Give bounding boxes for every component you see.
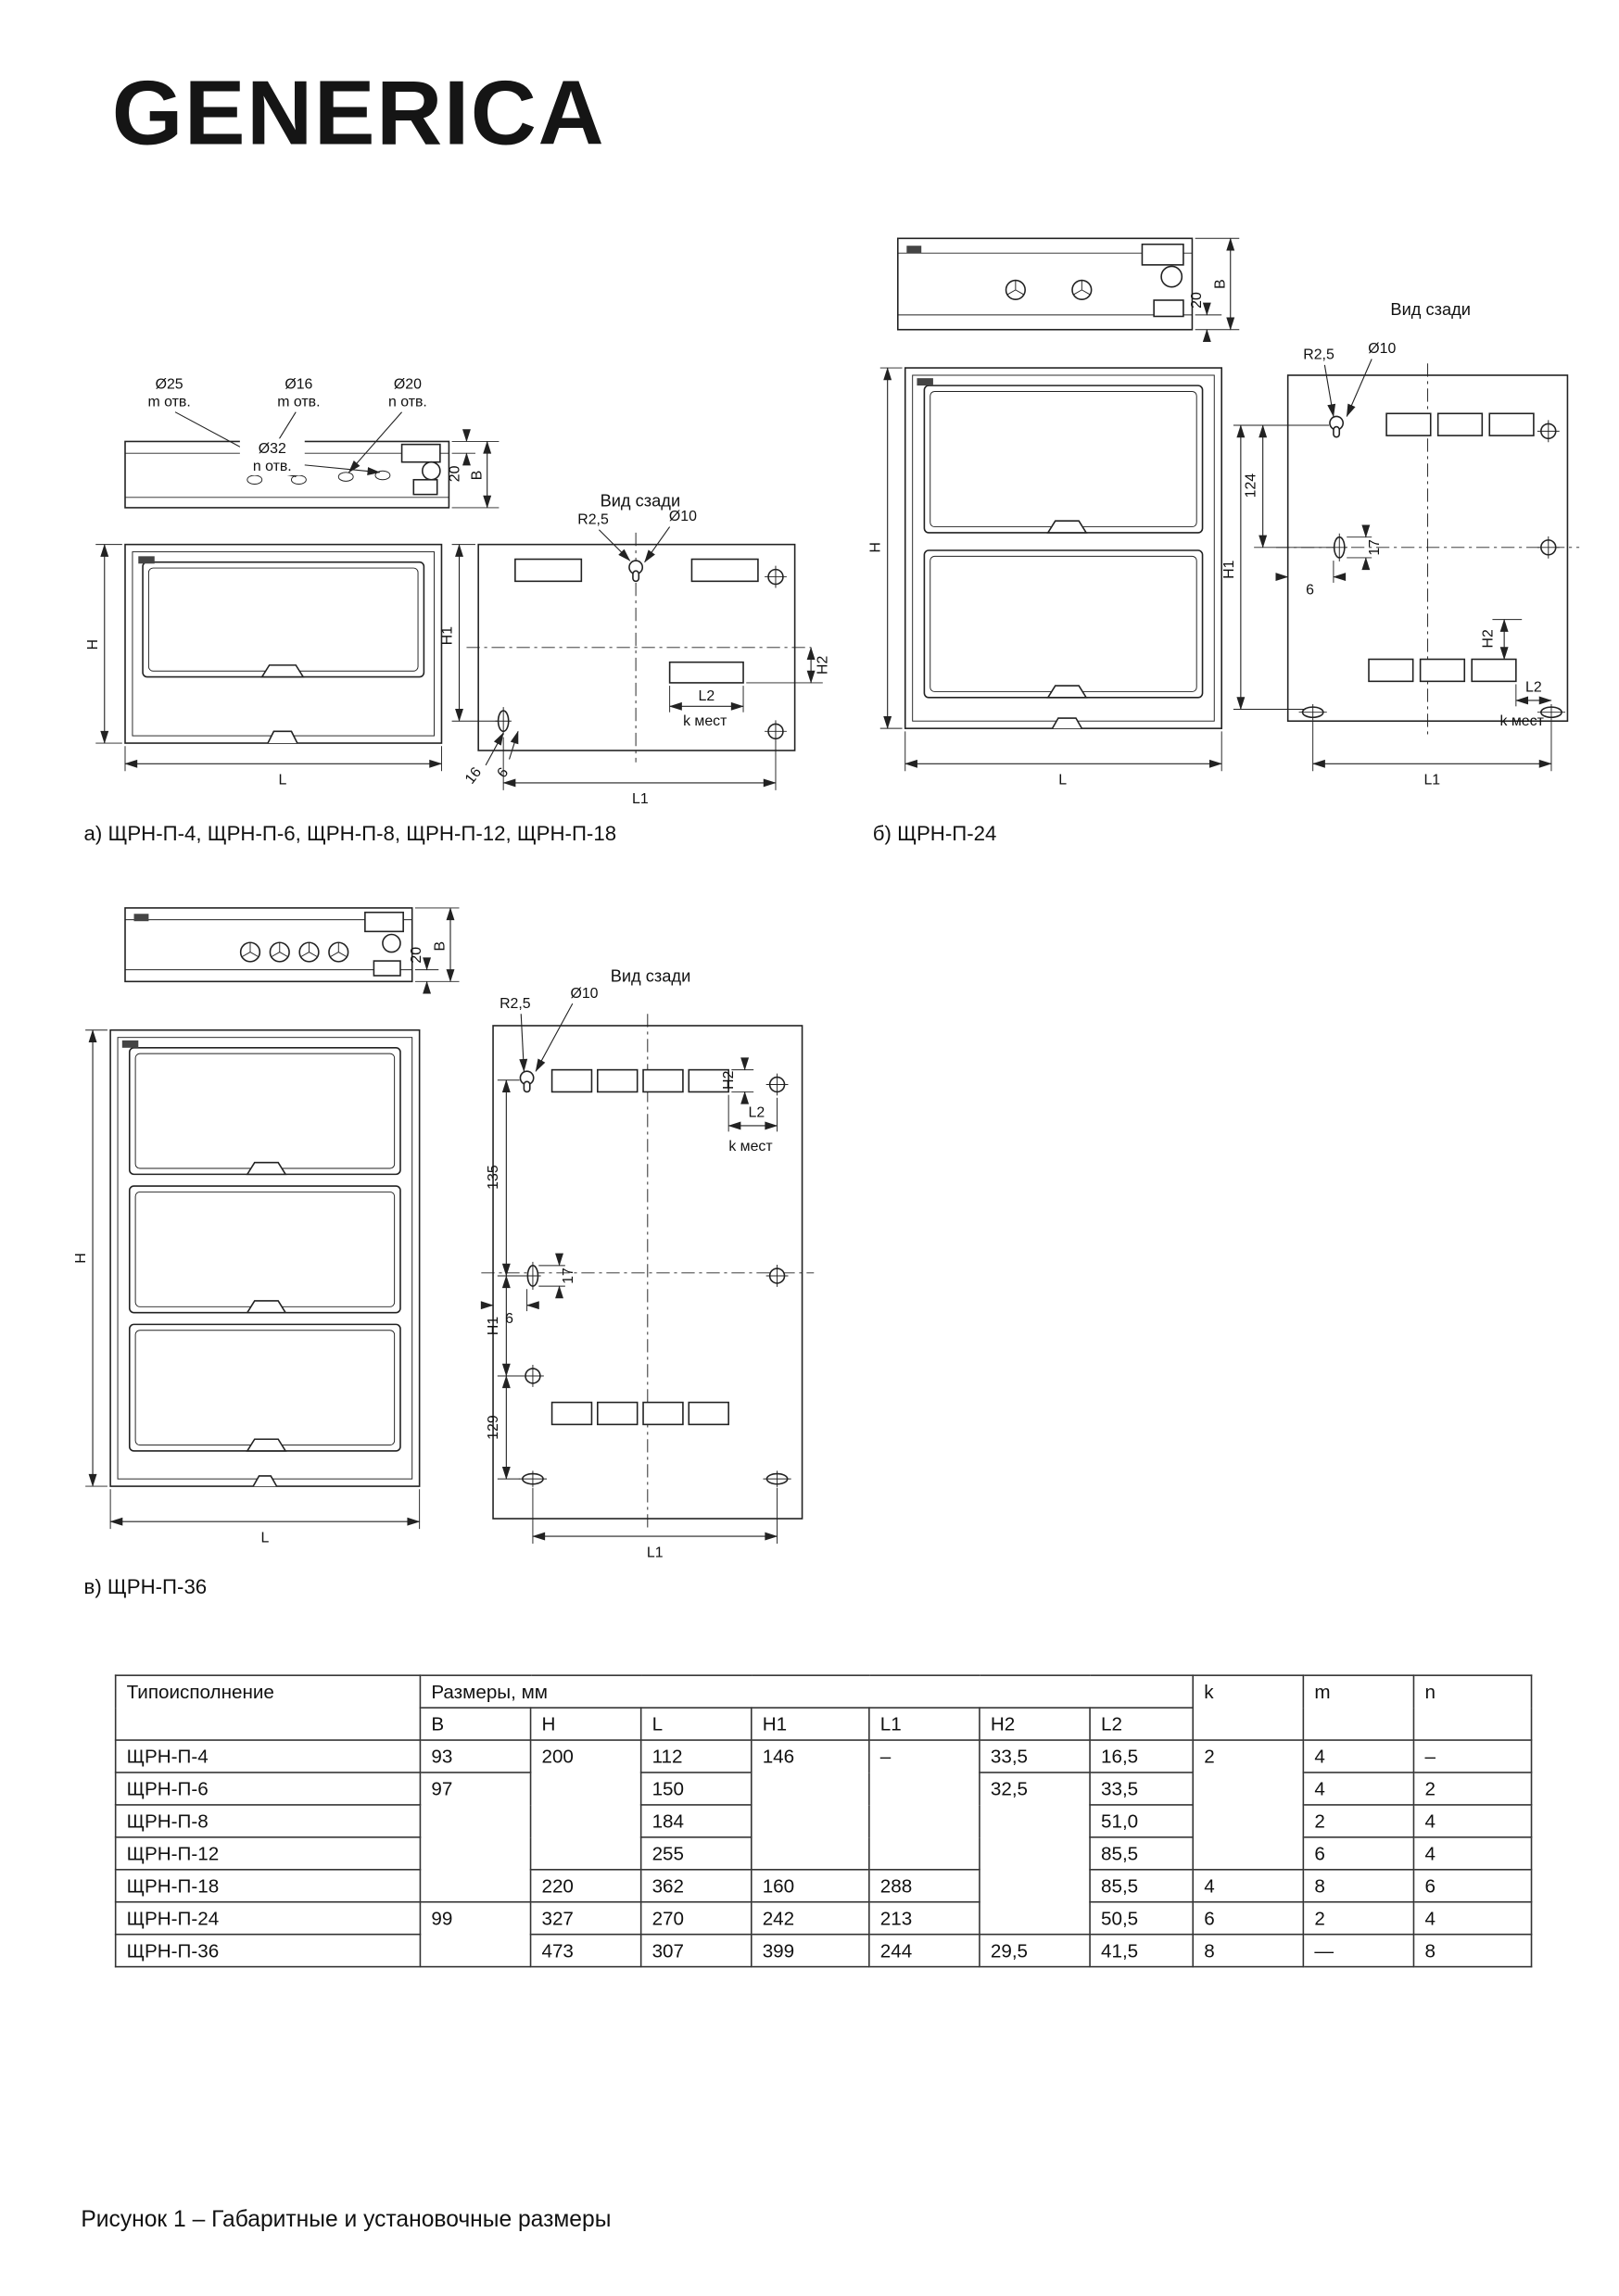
- cell-H1: 242: [752, 1902, 869, 1935]
- dimension-B-b: [1195, 238, 1240, 329]
- front-view-a: [85, 545, 442, 788]
- cell-m: 8: [1303, 1870, 1413, 1902]
- cell-L1: 244: [869, 1935, 980, 1967]
- cell-L: 255: [641, 1837, 752, 1870]
- cell-H2: 33,5: [980, 1740, 1090, 1772]
- cell-L2: 85,5: [1090, 1837, 1193, 1870]
- cell-L1: 288: [869, 1870, 980, 1902]
- cell-n: 8: [1414, 1935, 1532, 1967]
- door-handle: [247, 1301, 285, 1313]
- knockout: [643, 1403, 683, 1425]
- label-d20: Ø20: [393, 376, 422, 393]
- label-m-otv: m отв.: [277, 394, 321, 410]
- latch-notch: [268, 731, 297, 743]
- dimension-L-a: [125, 746, 441, 788]
- vent-icon: [241, 942, 260, 962]
- dimension-H-b: [868, 368, 903, 728]
- label-20: 20: [447, 465, 463, 483]
- table-row: [116, 1902, 1532, 1935]
- cell-H1: 399: [752, 1935, 869, 1967]
- latch-notch: [1053, 718, 1082, 728]
- label-L2: L2: [698, 688, 715, 704]
- cell-L1: –: [869, 1740, 980, 1870]
- label-H: H: [868, 542, 884, 553]
- cell-H: 200: [531, 1740, 641, 1870]
- knockout: [552, 1070, 592, 1092]
- header-n: n: [1414, 1675, 1532, 1740]
- dimension-20-b: [1189, 292, 1239, 341]
- vent-icon: [299, 942, 319, 962]
- label-L: L: [260, 1530, 270, 1546]
- label-6: 6: [1306, 582, 1314, 599]
- dimension-B-v: [415, 908, 460, 981]
- knockout: [598, 1070, 638, 1092]
- front-view-b: [868, 368, 1221, 788]
- cell-n: 6: [1414, 1870, 1532, 1902]
- cell-n: 4: [1414, 1837, 1532, 1870]
- cell-m: 2: [1303, 1902, 1413, 1935]
- cell-m: —: [1303, 1935, 1413, 1967]
- cell-k: 8: [1193, 1935, 1303, 1967]
- label-B: B: [432, 940, 449, 952]
- header-H: H: [531, 1708, 641, 1740]
- cell-H2: 32,5: [980, 1772, 1090, 1935]
- label-L2: L2: [1525, 679, 1542, 696]
- brand-mark: [906, 246, 921, 253]
- knockout: [691, 560, 757, 582]
- cell-L2: 85,5: [1090, 1870, 1193, 1902]
- cell-n: 4: [1414, 1902, 1532, 1935]
- cell-L2: 51,0: [1090, 1805, 1193, 1837]
- cell-H1: 160: [752, 1870, 869, 1902]
- knockout: [1472, 660, 1516, 682]
- vent-icon: [1006, 281, 1026, 300]
- cell-L2: 16,5: [1090, 1740, 1193, 1772]
- caption-section-b: б) ЩРН-П-24: [872, 821, 997, 845]
- label-d16: Ø16: [285, 376, 313, 393]
- dimension-L-b: [905, 731, 1221, 788]
- label-H1: H1: [1221, 560, 1237, 579]
- door-handle: [262, 665, 303, 677]
- label-d32: Ø32: [258, 441, 286, 458]
- knockout: [670, 662, 743, 683]
- dimension-H-a: [85, 545, 122, 743]
- label-d10: Ø10: [1368, 341, 1397, 358]
- label-16: 16: [462, 764, 486, 788]
- label-20: 20: [409, 946, 425, 964]
- cell-name: ЩРН-П-36: [116, 1935, 421, 1967]
- label-r25: R2,5: [577, 511, 609, 528]
- cell-L: 307: [641, 1935, 752, 1967]
- rear-view-title: Вид сзади: [1390, 298, 1472, 319]
- cell-n: –: [1414, 1740, 1532, 1772]
- knockout: [1489, 413, 1534, 435]
- header-type: Типоисполнение: [116, 1675, 421, 1740]
- label-6: 6: [494, 764, 512, 781]
- vent-icon: [1072, 281, 1092, 300]
- label-H: H: [73, 1253, 90, 1264]
- cell-L: 270: [641, 1902, 752, 1935]
- cell-name: ЩРН-П-24: [116, 1902, 421, 1935]
- label-H: H: [84, 638, 101, 650]
- cell-m: 6: [1303, 1837, 1413, 1870]
- label-H2: H2: [720, 1070, 737, 1090]
- knockout: [598, 1403, 638, 1425]
- cell-H: 220: [531, 1870, 641, 1902]
- header-L2: L2: [1090, 1708, 1193, 1740]
- knockout: [643, 1070, 683, 1092]
- label-B: B: [1212, 279, 1229, 289]
- label-H2: H2: [1480, 629, 1497, 649]
- knockout: [515, 560, 581, 582]
- cell-H2: 29,5: [980, 1935, 1090, 1967]
- label-n-otv: n отв.: [388, 394, 427, 410]
- knockout: [689, 1403, 728, 1425]
- label-k-mest: k мест: [728, 1138, 773, 1154]
- label-k-mest: k мест: [1499, 713, 1544, 729]
- header-k: k: [1193, 1675, 1303, 1740]
- caption-section-v: в) ЩРН-П-36: [83, 1574, 208, 1598]
- label-135: 135: [485, 1165, 501, 1190]
- brand-mark: [122, 1041, 138, 1048]
- label-H1: H1: [439, 625, 456, 646]
- drawing-section-b: [868, 221, 1619, 794]
- cell-L2: 50,5: [1090, 1902, 1193, 1935]
- label-H1: H1: [485, 1316, 501, 1336]
- brand-mark: [917, 378, 932, 385]
- dimension-L1-b: [1313, 721, 1551, 788]
- label-H2: H2: [815, 655, 831, 675]
- dimensions-table: [115, 1674, 1533, 1967]
- cell-L: 150: [641, 1772, 752, 1805]
- header-B: В: [420, 1708, 530, 1740]
- vent-icon: [329, 942, 348, 962]
- header-sizes: Размеры, мм: [420, 1675, 1193, 1708]
- rear-view-title: Вид сзади: [600, 490, 681, 511]
- knockout: [1369, 660, 1413, 682]
- cell-L2: 41,5: [1090, 1935, 1193, 1967]
- label-L1: L1: [632, 791, 649, 808]
- dimension-L-v: [110, 1489, 420, 1545]
- cell-H: 473: [531, 1935, 641, 1967]
- table-row: [116, 1740, 1532, 1772]
- cell-H1: 146: [752, 1740, 869, 1870]
- label-d10: Ø10: [668, 509, 697, 525]
- label-L: L: [1058, 772, 1068, 788]
- header-L: L: [641, 1708, 752, 1740]
- cell-L: 184: [641, 1805, 752, 1837]
- label-m-otv: m отв.: [147, 394, 191, 410]
- top-view-v: [125, 908, 460, 993]
- rear-view-b: [1221, 299, 1579, 788]
- label-L2: L2: [748, 1104, 765, 1121]
- vent-icon: [270, 942, 289, 962]
- cell-k: 6: [1193, 1902, 1303, 1935]
- label-L: L: [278, 772, 287, 788]
- cell-B: 97: [420, 1772, 530, 1902]
- label-17: 17: [1367, 538, 1384, 556]
- door-handle: [1048, 521, 1086, 533]
- cell-n: 4: [1414, 1805, 1532, 1837]
- figure-caption: Рисунок 1 – Габаритные и установочные размеры: [81, 2207, 612, 2233]
- door-handle: [247, 1439, 285, 1451]
- header-row-1: [116, 1675, 1532, 1708]
- cell-m: 4: [1303, 1740, 1413, 1772]
- label-r25: R2,5: [500, 995, 531, 1012]
- drawing-section-a: [81, 368, 861, 809]
- label-129: 129: [485, 1415, 501, 1440]
- cell-B: 93: [420, 1740, 530, 1772]
- cell-name: ЩРН-П-8: [116, 1805, 421, 1837]
- cell-name: ЩРН-П-6: [116, 1772, 421, 1805]
- cell-name: ЩРН-П-4: [116, 1740, 421, 1772]
- brand-mark: [134, 914, 149, 921]
- door-handle: [247, 1163, 285, 1175]
- cell-k: 2: [1193, 1740, 1303, 1870]
- cell-H: 327: [531, 1902, 641, 1935]
- header-L1: L1: [869, 1708, 980, 1740]
- label-124: 124: [1243, 473, 1259, 498]
- label-k-mest: k мест: [683, 713, 727, 729]
- drawing-section-v: [73, 890, 854, 1568]
- caption-section-a: а) ЩРН-П-4, ЩРН-П-6, ЩРН-П-8, ЩРН-П-12, ЩРН-П-18: [83, 821, 617, 845]
- rear-view-a: [440, 490, 831, 807]
- table-row: [116, 1870, 1532, 1902]
- label-6: 6: [505, 1310, 513, 1327]
- rear-view-title: Вид сзади: [610, 965, 691, 986]
- label-B: B: [469, 470, 486, 481]
- header-H2: H2: [980, 1708, 1090, 1740]
- front-view-v: [73, 1030, 419, 1546]
- knockout: [1421, 660, 1465, 682]
- knockout: [552, 1403, 592, 1425]
- label-d25: Ø25: [155, 376, 183, 393]
- cell-L: 362: [641, 1870, 752, 1902]
- door-handle: [1048, 686, 1086, 698]
- label-L1: L1: [646, 1545, 664, 1561]
- label-17: 17: [560, 1268, 576, 1284]
- cell-L2: 33,5: [1090, 1772, 1193, 1805]
- label-L1: L1: [1423, 772, 1441, 788]
- cell-k: 4: [1193, 1870, 1303, 1902]
- cell-m: 2: [1303, 1805, 1413, 1837]
- label-n-otv: n отв.: [252, 459, 292, 475]
- knockout: [1438, 413, 1483, 435]
- dimension-20-v: [409, 947, 459, 993]
- cell-L: 112: [641, 1740, 752, 1772]
- table-row: [116, 1935, 1532, 1967]
- knockout: [1386, 413, 1431, 435]
- label-r25: R2,5: [1303, 347, 1334, 363]
- cell-m: 4: [1303, 1772, 1413, 1805]
- cell-L1: 213: [869, 1902, 980, 1935]
- dimension-H-v: [73, 1030, 108, 1486]
- cell-n: 2: [1414, 1772, 1532, 1805]
- header-H1: H1: [752, 1708, 869, 1740]
- cell-name: ЩРН-П-12: [116, 1837, 421, 1870]
- top-view-b: [898, 238, 1239, 341]
- header-m: m: [1303, 1675, 1413, 1740]
- brand-mark: [138, 556, 154, 563]
- cell-name: ЩРН-П-18: [116, 1870, 421, 1902]
- brand-logo: GENERICA: [111, 63, 606, 165]
- label-20: 20: [1188, 292, 1205, 309]
- cell-B: 99: [420, 1902, 530, 1967]
- rear-view-v: [481, 965, 814, 1560]
- label-d10: Ø10: [570, 985, 599, 1002]
